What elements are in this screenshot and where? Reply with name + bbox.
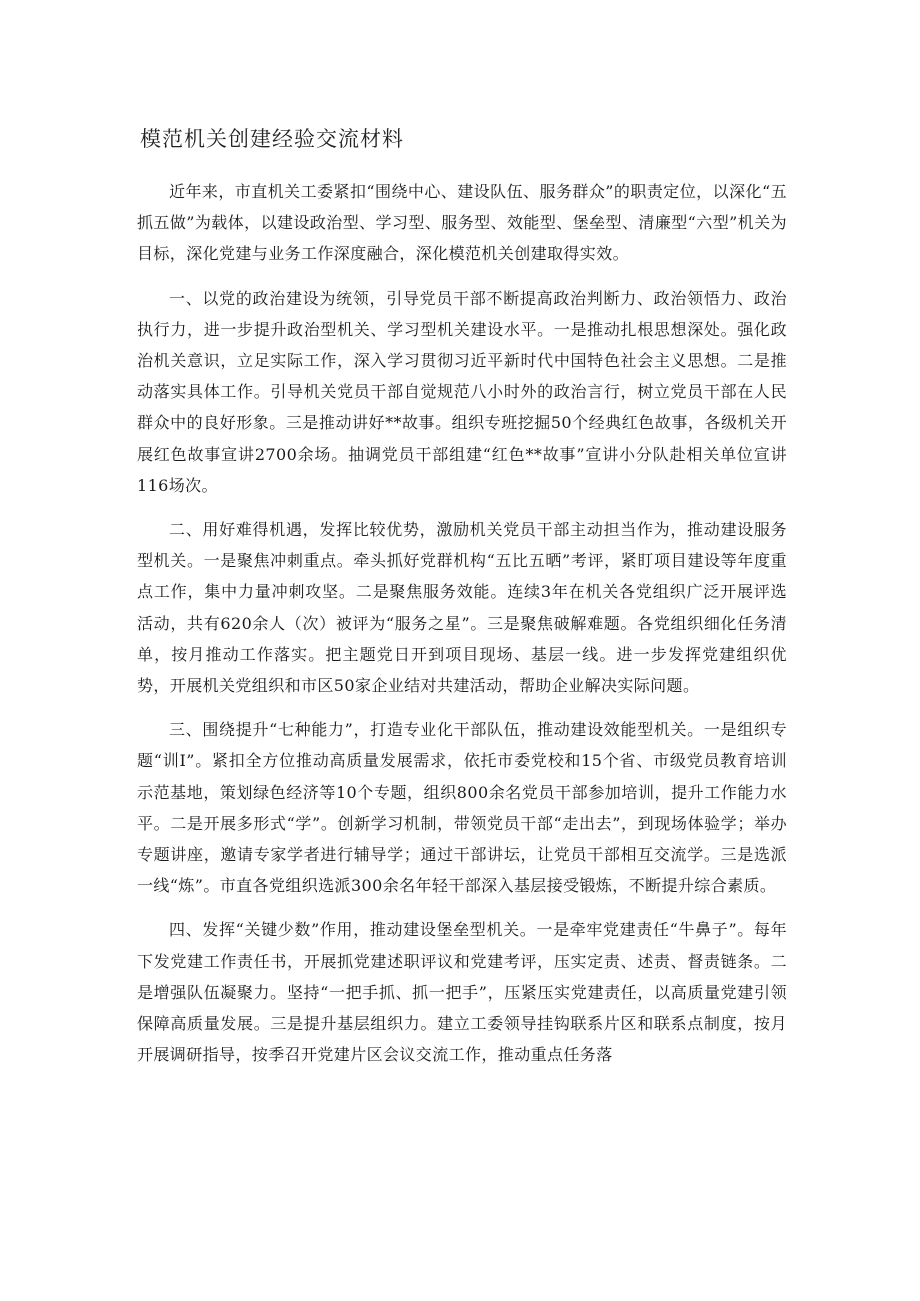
paragraph-section-3: 三、围绕提升“七种能力”，打造专业化干部队伍，推动建设效能型机关。一是组织专题“训I”。紧扣全方位推动高质量发展需求，依托市委党校和15个省、市级党员教育培训示范基地，策划绿色经济等10个专题，组织800余名党员干部参加培训，提升工作能力水平。二是开展多形式“学”。创新学习机制，带领党员干部“走出去”，到现场体验学；举办专题讲座，邀请专家学者进行辅导学；通过干部讲坛，让党员干部相互交流学。三是选派一线“炼”。市直各党组织选派300余名年轻干部深入基层接受锻炼，不断提升综合素质。 — [137, 720, 787, 896]
paragraph-section-1: 一、以党的政治建设为统领，引导党员干部不断提高政治判断力、政治领悟力、政治执行力，进一步提升政治型机关、学习型机关建设水平。一是推动扎根思想深处。强化政治机关意识，立足实际工作，深入学习贯彻习近平新时代中国特色社会主义思想。二是推动落实具体工作。引导机关党员干部自觉规范八小时外的政治言行，树立党员干部在人民群众中的良好形象。三是推动讲好**故事。组织专班挖掘50个经典红色故事，各级机关开展红色故事宣讲2700余场。抽调党员干部组建“红色**故事”宣讲小分队赴相关单位宣讲116场次。 — [137, 288, 787, 495]
paragraph-section-4: 四、发挥“关键少数”作用，推动建设堡垒型机关。一是牵牢党建责任“牛鼻子”。每年下发党建工作责任书，开展抓党建述职评议和党建考评，压实定责、述责、督责链条。二是增强队伍凝聚力。坚持“一把手抓、抓一把手”，压紧压实党建责任，以高质量党建引领保障高质量发展。三是提升基层组织力。建立工委领导挂钩联系片区和联系点制度，按月开展调研指导，按季召开党建片区会议交流工作，推动重点任务落 — [137, 920, 787, 1065]
paragraph-intro: 近年来，市直机关工委紧扣“围绕中心、建设队伍、服务群众”的职责定位，以深化“五抓五做”为载体，以建设政治型、学习型、服务型、效能型、堡垒型、清廉型“六型”机关为目标，深化党建与业务工作深度融合，深化模范机关创建取得实效。 — [137, 182, 787, 264]
document-body — [137, 176, 787, 1083]
document-title: 模范机关创建经验交流材料 — [140, 127, 404, 151]
paragraph-section-2: 二、用好难得机遇，发挥比较优势，激励机关党员干部主动担当作为，推动建设服务型机关。一是聚焦冲刺重点。牵头抓好党群机构“五比五晒”考评，紧盯项目建设等年度重点工作，集中力量冲刺攻坚。二是聚焦服务效能。连续3年在机关各党组织广泛开展评选活动，共有620余人（次）被评为“服务之星”。三是聚焦破解难题。各党组织细化任务清单，按月推动工作落实。把主题党日开到项目现场、基层一线。进一步发挥党建组织优势，开展机关党组织和市区50家企业结对共建活动，帮助企业解决实际问题。 — [137, 520, 787, 696]
